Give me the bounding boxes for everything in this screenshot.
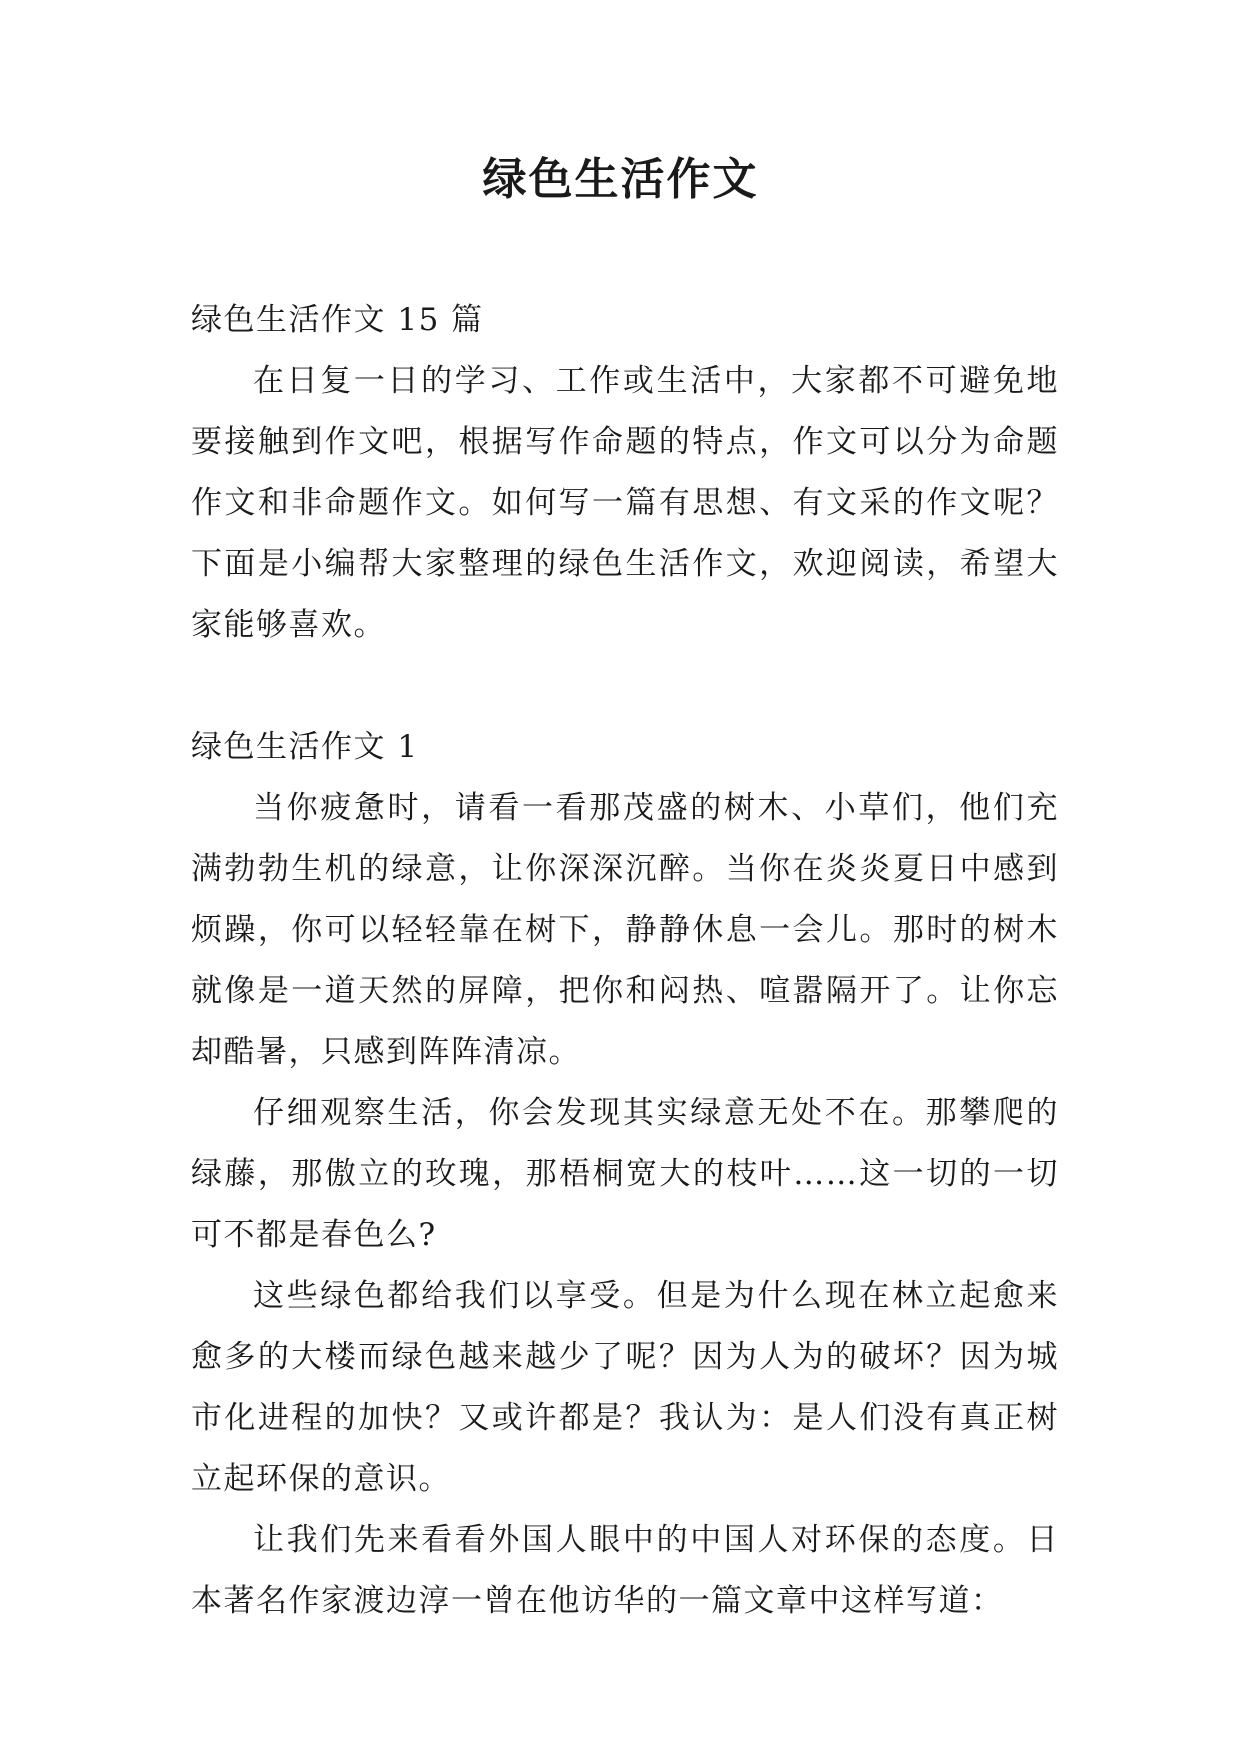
document-title: 绿色生活作文 <box>482 154 759 205</box>
intro-heading: 绿色生活作文 15 篇 <box>191 302 484 338</box>
essay-1-paragraph-4: 让我们先来看看外国人眼中的中国人对环保的态度。日本著名作家渡边淳一曾在他访华的一篇文章中这样写道： <box>191 1522 1059 1619</box>
essay-1-paragraph-2: 仔细观察生活，你会发现其实绿意无处不在。那攀爬的绿藤，那傲立的玫瑰，那梧桐宽大的枝叶……这一切的一切可不都是春色么? <box>191 1095 1059 1253</box>
essay-1-paragraph-3: 这些绿色都给我们以享受。但是为什么现在林立起愈来愈多的大楼而绿色越来越少了呢？因为人为的破坏？因为城市化进程的加快？又或许都是？我认为：是人们没有真正树立起环保的意识。 <box>191 1278 1059 1497</box>
section-gap <box>191 656 1059 717</box>
document-body <box>191 290 1059 1632</box>
intro-paragraph: 在日复一日的学习、工作或生活中，大家都不可避免地要接触到作文吧，根据写作命题的特点，作文可以分为命题作文和非命题作文。如何写一篇有思想、有文采的作文呢？下面是小编帮大家整理的绿色生活作文，欢迎阅读，希望大家能够喜欢。 <box>191 363 1059 643</box>
essay-1-heading: 绿色生活作文 1 <box>191 729 419 765</box>
essay-1-paragraph-1: 当你疲惫时，请看一看那茂盛的树木、小草们，他们充满勃勃生机的绿意，让你深深沉醉。当你在炎炎夏日中感到烦躁，你可以轻轻靠在树下，静静休息一会儿。那时的树木就像是一道天然的屏障，把你和闷热、喧嚣隔开了。让你忘却酷暑，只感到阵阵清凉。 <box>191 790 1059 1070</box>
